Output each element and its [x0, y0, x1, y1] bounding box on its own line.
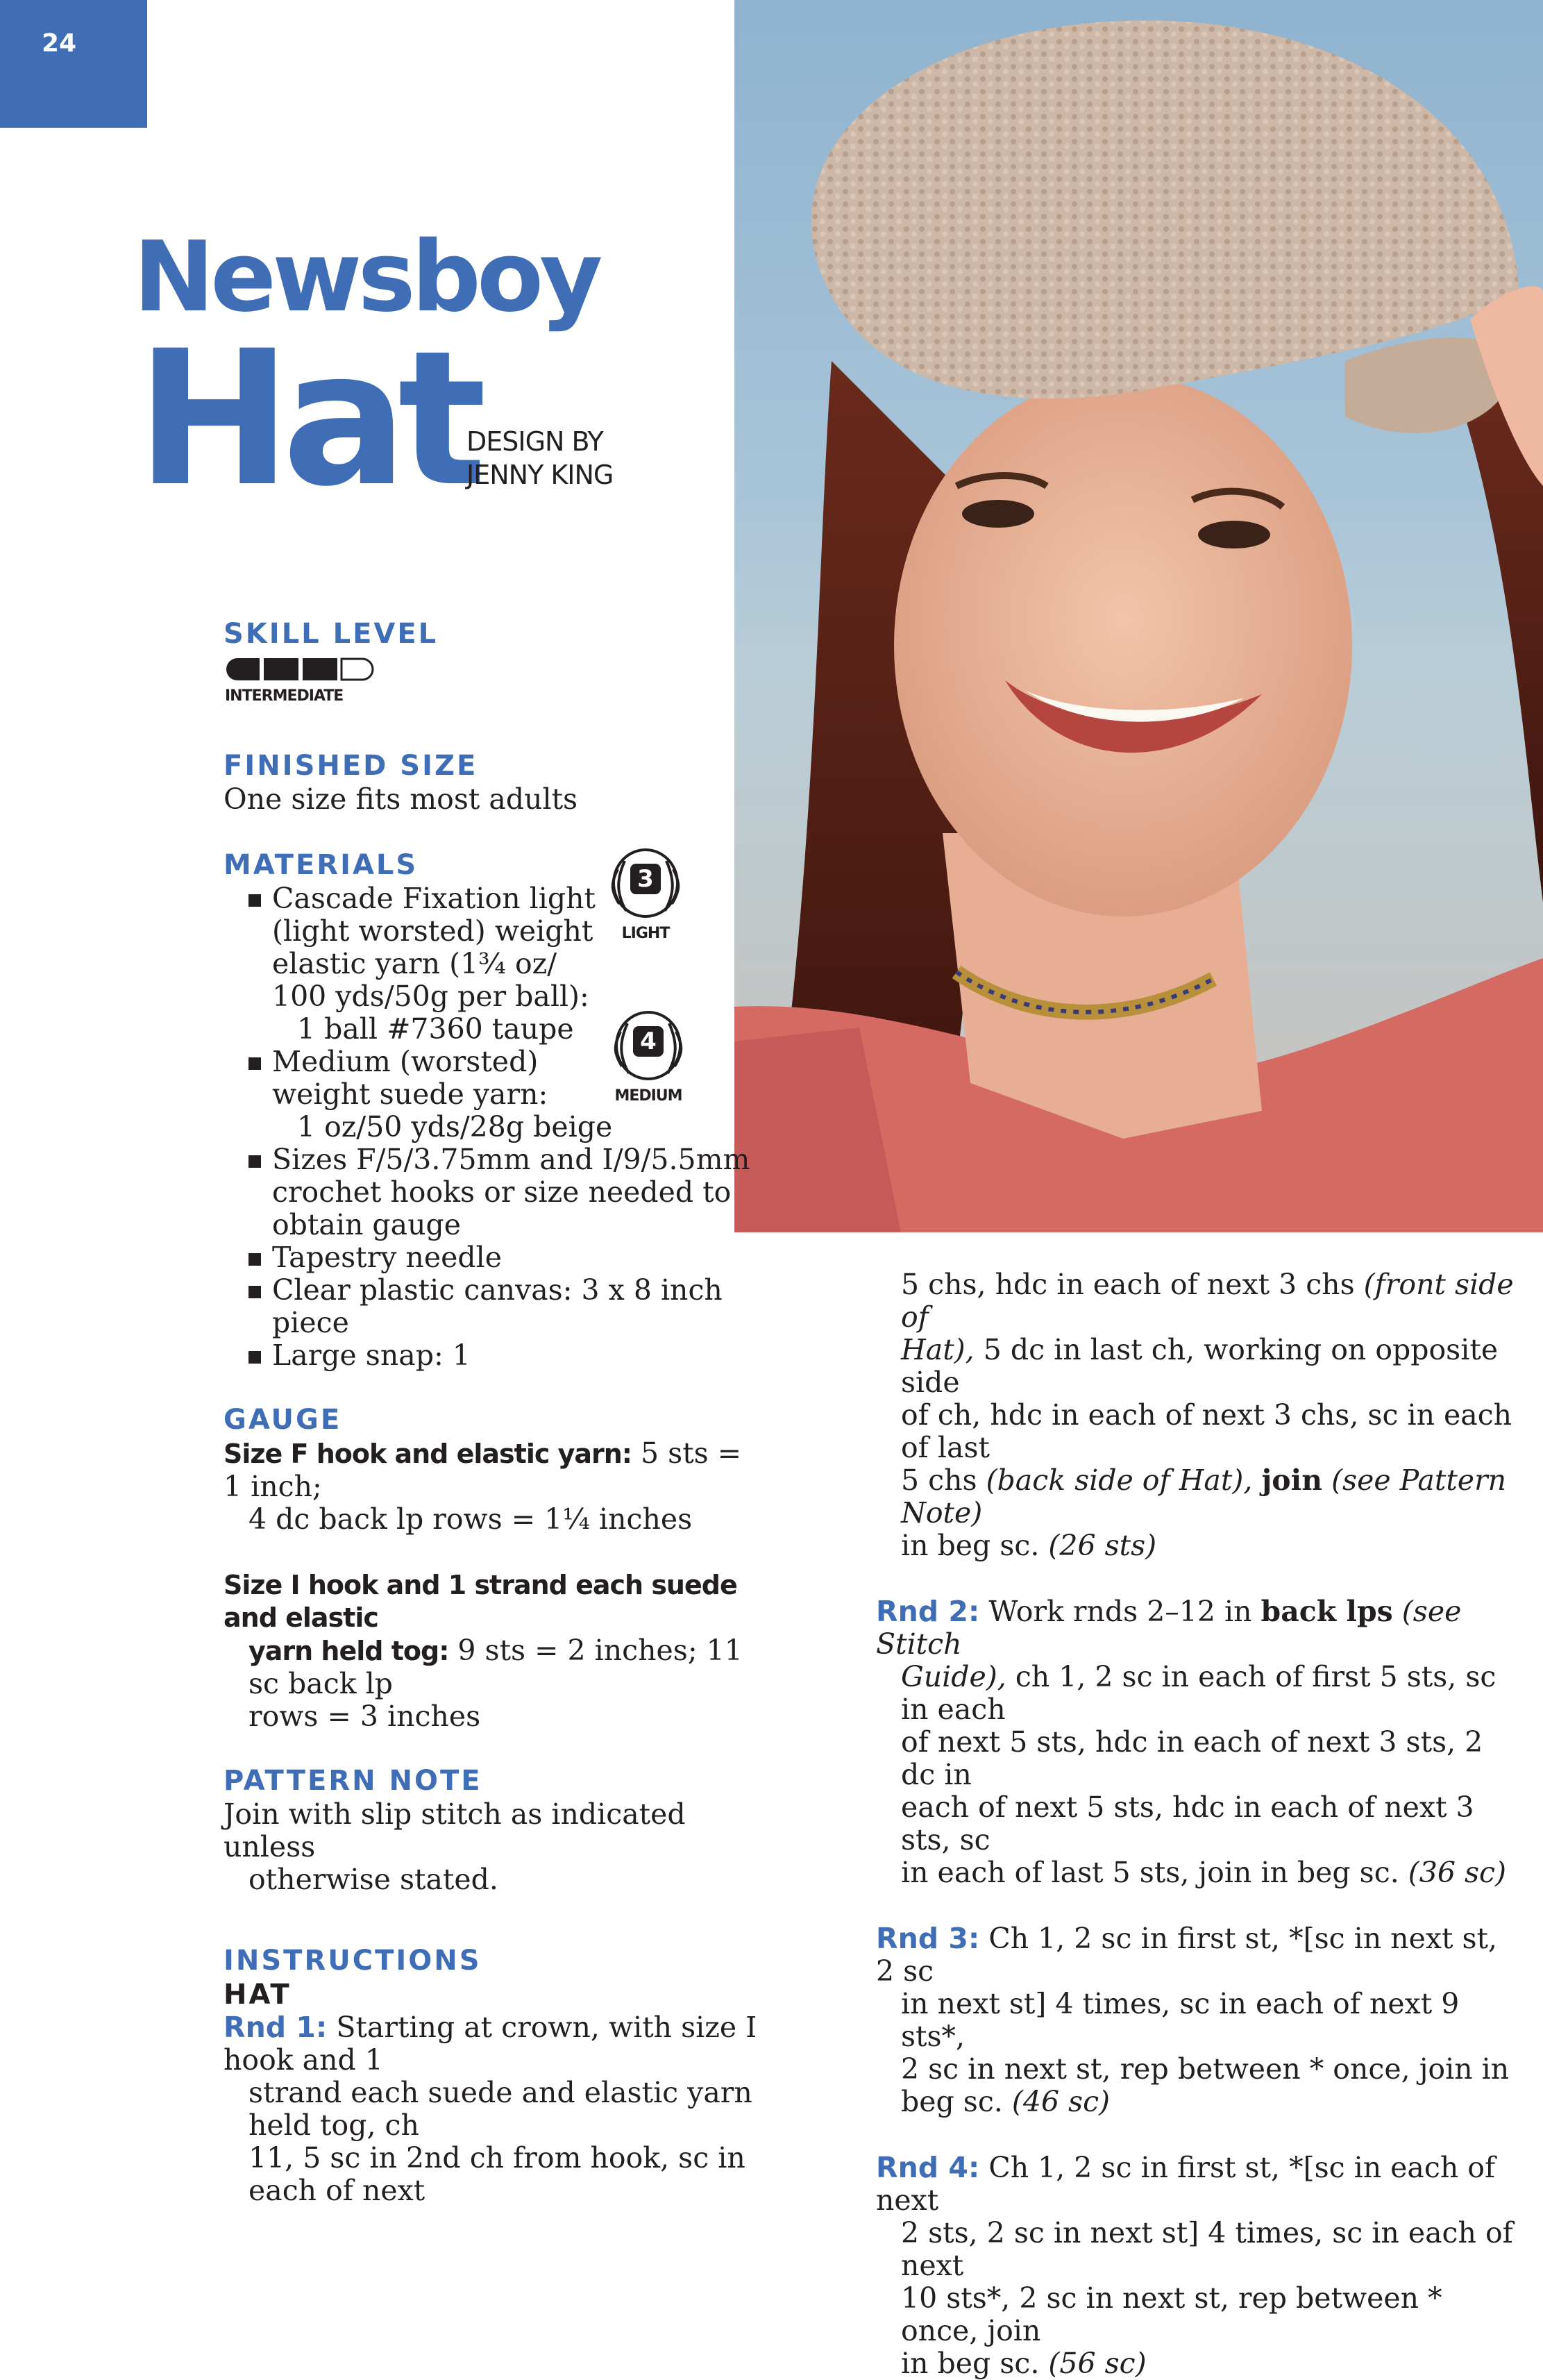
yarn-weight-medium-number: 4: [633, 1026, 664, 1057]
materials-item-2-line: weight suede yarn:: [272, 1078, 548, 1111]
rnd2-line: [876, 1595, 1521, 1661]
rnd1-cont-line: [901, 1334, 1521, 1399]
gauge-1-cont: 4 dc back lp rows = 1¼ inches: [248, 1502, 693, 1536]
hat-subheading: HAT: [224, 1979, 292, 2011]
rnd1-cont-line: [901, 1268, 1521, 1334]
rnd1-cont-line: of ch, hdc in each of next 3 chs, sc in each of last: [901, 1398, 1512, 1464]
materials-item-1-line: Cascade Fixation light: [272, 882, 596, 915]
skill-level-bar: [224, 657, 390, 685]
text: Ch 1, 2 sc in first st, *[sc in next st, 2 sc: [876, 1922, 1498, 1988]
gauge-1: [224, 1437, 758, 1503]
materials-heading: MATERIALS: [224, 849, 419, 881]
materials-item-3: [224, 1143, 758, 1241]
text: (56 sc): [1048, 2347, 1147, 2380]
rnd4-label: Rnd 4:: [876, 2151, 980, 2184]
text: (26 sts): [1048, 1529, 1157, 1562]
text: (see Pattern Note): [901, 1464, 1507, 1530]
pattern-note-line-2: otherwise stated.: [248, 1863, 498, 1896]
text: in beg sc.: [901, 2347, 1049, 2380]
rnd1-label: Rnd 1:: [224, 2011, 328, 2044]
finished-size-heading: FINISHED SIZE: [224, 750, 478, 782]
text: (see Stitch: [876, 1595, 1462, 1661]
rnd1-continued: [876, 1268, 1521, 1562]
text: [1322, 1464, 1331, 1497]
rnd4-line: [876, 2152, 1521, 2217]
yarn-weight-light-symbol: [611, 848, 680, 946]
rnd2-line: [876, 1661, 1521, 1726]
rnd1-text: Starting at crown, with size I hook and 1: [224, 2011, 757, 2077]
skill-block-4: [342, 659, 373, 680]
rnd1-line-2: strand each suede and elastic yarn held tog, ch: [248, 2076, 752, 2142]
text: (46 sc): [1011, 2085, 1111, 2118]
text: join: [1261, 1464, 1323, 1497]
yarn-weight-light-label: LIGHT: [621, 925, 670, 942]
text: 5 chs, hdc in each of next 3 chs: [901, 1268, 1364, 1301]
yarn-weight-medium-label: MEDIUM: [614, 1087, 682, 1105]
gauge-2-text: 9 sts = 2 inches; 11 sc back lp: [248, 1634, 743, 1700]
text: in beg sc.: [901, 1529, 1049, 1562]
designer-line-1: DESIGN BY: [466, 426, 603, 457]
rnd3-line: [876, 2086, 1521, 2118]
gauge-2-cont2: rows = 3 inches: [248, 1700, 481, 1733]
rnd2-line: of next 5 sts, hdc in each of next 3 sts, 2 dc in: [901, 1725, 1483, 1791]
model-photo: [734, 0, 1543, 1232]
materials-item-1-line: (light worsted) weight: [272, 914, 593, 948]
rnd4: [876, 2152, 1521, 2380]
skill-block-2: [264, 658, 298, 680]
rnd3: [876, 1922, 1521, 2118]
text: Guide),: [901, 1660, 1006, 1693]
designer-line-2: JENNY KING: [466, 460, 614, 490]
gauge-2-label: yarn held tog:: [248, 1636, 449, 1666]
gauge-1-label: Size F hook and elastic yarn:: [224, 1439, 632, 1469]
rnd1-cont-line: [901, 1530, 1521, 1562]
gauge-heading: GAUGE: [224, 1404, 342, 1436]
text: 5 dc in last ch, working on opposite side: [901, 1333, 1499, 1399]
yarn-weight-light-number: 3: [630, 864, 661, 894]
text: (front side of: [901, 1268, 1514, 1334]
finished-size-text: One size fits most adults: [224, 782, 578, 816]
title-newsboy: Newsboy: [133, 221, 599, 334]
title-hat: Hat: [136, 311, 478, 528]
text: [1393, 1595, 1402, 1628]
instructions-heading: INSTRUCTIONS: [224, 1945, 482, 1977]
text: beg sc.: [901, 2085, 1012, 2118]
rnd4-line: [876, 2347, 1521, 2380]
text: (36 sc): [1408, 1856, 1506, 1889]
rnd3-line: [876, 1922, 1521, 1988]
skill-level-section: [224, 617, 758, 651]
text: 5 chs: [901, 1464, 986, 1497]
materials-item-2-detail: 1 oz/50 yds/28g beige: [297, 1110, 613, 1143]
rnd2-label: Rnd 2:: [876, 1595, 980, 1628]
rnd4-line: 10 sts*, 2 sc in next st, rep between * once, join: [901, 2281, 1442, 2347]
pattern-note-heading: PATTERN NOTE: [224, 1765, 482, 1797]
materials-item-4: Tapestry needle: [224, 1241, 758, 1274]
skill-level-heading: SKILL LEVEL: [224, 618, 439, 650]
rnd1-cont-line: [901, 1464, 1521, 1530]
gauge-2: Size I hook and 1 strand each suede and elastic: [224, 1570, 737, 1633]
gauge-1-text: 5 sts = 1 inch;: [224, 1436, 742, 1503]
rnd3-line: 2 sc in next st, rep between * once, join in: [901, 2052, 1510, 2086]
skill-level-label: INTERMEDIATE: [225, 687, 344, 705]
skill-block-3: [303, 658, 337, 680]
materials-item-5: Clear plastic canvas: 3 x 8 inch piece: [224, 1274, 758, 1339]
text: back lps: [1260, 1595, 1393, 1628]
rnd3-line: in next st] 4 times, sc in each of next 9 sts*,: [901, 1987, 1460, 2053]
materials-item-1-line: elastic yarn (1¾ oz/: [272, 947, 557, 980]
materials-item-2-line: Medium (worsted): [272, 1045, 539, 1078]
pattern-note-line-1: Join with slip stitch as indicated unless: [224, 1797, 686, 1863]
materials-item-1-line: 100 yds/50g per ball):: [272, 980, 589, 1013]
right-column: [876, 1268, 1521, 2380]
rnd1-line-1: [224, 2011, 758, 2077]
text: Ch 1, 2 sc in first st, *[sc in each of next: [876, 2151, 1496, 2217]
materials-item-3-line: crochet hooks or size needed to: [272, 1175, 732, 1209]
text: [1252, 1464, 1261, 1497]
materials-item-1-detail: 1 ball #7360 taupe: [297, 1012, 574, 1046]
text: ch 1, 2 sc in each of first 5 sts, sc in each: [901, 1660, 1496, 1726]
materials-item-6: Large snap: 1: [224, 1339, 758, 1372]
page-number-tab: [0, 0, 147, 128]
gauge-2-cont: [224, 1634, 758, 1700]
rnd2: [876, 1595, 1521, 1889]
designer-credit: [466, 425, 613, 492]
materials-item-3-line: obtain gauge: [272, 1208, 462, 1241]
rnd1-line-3: 11, 5 sc in 2nd ch from hook, sc in each of next: [248, 2141, 745, 2207]
text: in each of last 5 sts, join in beg sc.: [901, 1856, 1408, 1889]
skill-block-1: [226, 658, 260, 680]
photo-illustration: [734, 0, 1543, 1232]
rnd4-line: 2 sts, 2 sc in next st] 4 times, sc in each of next: [901, 2216, 1513, 2282]
text: Work rnds 2–12 in: [979, 1595, 1261, 1628]
materials-item-3-line: Sizes F/5/3.75mm and I/9/5.5mm: [272, 1143, 750, 1176]
left-column: [224, 748, 758, 2207]
yarn-weight-medium-symbol: [614, 1011, 683, 1108]
rnd2-line: each of next 5 sts, hdc in each of next 3 sts, sc: [901, 1791, 1474, 1857]
text: Hat),: [901, 1333, 975, 1366]
text: (back side of Hat),: [986, 1464, 1253, 1497]
rnd2-line: [876, 1857, 1521, 1889]
page-number: 24: [42, 29, 77, 58]
rnd3-label: Rnd 3:: [876, 1922, 980, 1955]
